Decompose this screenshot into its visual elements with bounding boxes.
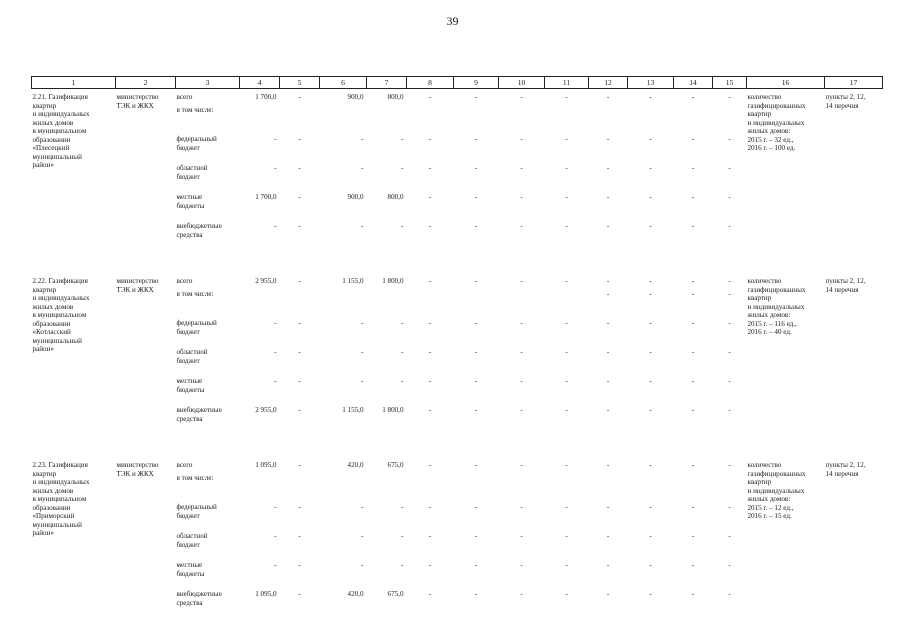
- value-cell: -: [565, 93, 568, 101]
- value-cell: -: [565, 135, 568, 143]
- value-cell: -: [606, 277, 610, 285]
- value-cell: -: [691, 348, 695, 356]
- funding-source-label: федеральный бюджет: [176, 319, 217, 336]
- value-cell: -: [520, 164, 523, 172]
- header-cell: 3: [176, 77, 240, 89]
- value-cell: -: [401, 319, 404, 327]
- value-cell: -: [649, 503, 652, 511]
- value-cell: [628, 474, 674, 503]
- value-cell: -: [565, 348, 568, 356]
- value-cell: -: [298, 377, 301, 385]
- value-cell: -: [520, 532, 523, 540]
- value-cell: -: [520, 561, 523, 569]
- value-cell: [320, 290, 367, 319]
- value-cell: [407, 106, 454, 135]
- target-indicator: количество газифицированных квартир и индивидуальных жилых домов: 2015 г. – 32 ед., 2016 г. – 100 ед.: [747, 93, 806, 152]
- value-cell: -: [606, 590, 610, 598]
- value-cell: -: [401, 348, 404, 356]
- target-indicator: количество газифицированных квартир и индивидуальных жилых домов: 2015 г. – 116 ед., 2016 г. – 40 ед.: [747, 277, 806, 336]
- value-cell: -: [401, 164, 404, 172]
- funding-source-label: местные бюджеты: [176, 561, 205, 578]
- value-cell: -: [649, 193, 652, 201]
- value-cell: -: [565, 377, 568, 385]
- value-cell: -: [606, 461, 610, 469]
- value-cell: -: [728, 561, 731, 569]
- value-cell: 2 955,0: [255, 406, 277, 414]
- table-body: [32, 89, 883, 620]
- funding-source-label: областной бюджет: [176, 164, 208, 181]
- value-cell: -: [691, 277, 695, 285]
- funding-source-label: всего: [176, 461, 193, 469]
- block-spacer: [32, 435, 883, 457]
- value-cell: -: [401, 135, 404, 143]
- funding-source-label: местные бюджеты: [176, 193, 205, 210]
- value-cell: -: [520, 222, 523, 230]
- value-cell: -: [649, 406, 652, 414]
- value-cell: -: [298, 590, 301, 598]
- value-cell: -: [649, 277, 652, 285]
- value-cell: -: [298, 348, 301, 356]
- value-cell: 675,0: [387, 461, 404, 469]
- funding-source-label: областной бюджет: [176, 348, 208, 365]
- value-cell: -: [606, 135, 610, 143]
- header-cell: 5: [280, 77, 320, 89]
- value-cell: [545, 106, 589, 135]
- target-indicator: количество газифицированных квартир и индивидуальных жилых домов: 2015 г. – 12 ед., 2016 г. – 15 ед.: [747, 461, 806, 520]
- value-cell: 2 955,0: [255, 277, 277, 285]
- value-cell: [320, 106, 367, 135]
- funding-source-label: местные бюджеты: [176, 377, 205, 394]
- value-cell: -: [274, 377, 277, 385]
- measure-title: 2.22. Газификация квартир и индивидуальных жилых домов в муниципальном образовании «Котласский муниципальный район»: [32, 277, 90, 353]
- value-cell: -: [361, 164, 364, 172]
- measure-title: 2.23. Газификация квартир и индивидуальных жилых домов в муниципальном образовании «Приморский муниципальный район»: [32, 461, 90, 537]
- value-cell: -: [606, 377, 610, 385]
- value-cell: -: [649, 164, 652, 172]
- value-cell: -: [428, 561, 432, 569]
- value-cell: -: [691, 290, 695, 298]
- value-cell: -: [298, 135, 301, 143]
- value-cell: [280, 290, 320, 319]
- value-cell: -: [565, 461, 568, 469]
- value-cell: -: [649, 377, 652, 385]
- value-cell: -: [649, 532, 652, 540]
- value-cell: -: [428, 590, 432, 598]
- value-cell: -: [691, 319, 695, 327]
- value-cell: -: [520, 193, 523, 201]
- funding-source-label: в том числе:: [176, 290, 214, 298]
- value-cell: [589, 474, 628, 503]
- value-cell: -: [474, 348, 478, 356]
- header-cell: 11: [545, 77, 589, 89]
- value-cell: 900,0: [347, 93, 364, 101]
- value-cell: -: [298, 461, 301, 469]
- value-cell: -: [649, 93, 652, 101]
- reference-note: пункты 2, 12, 14 перечня: [825, 277, 866, 294]
- value-cell: [407, 290, 454, 319]
- value-cell: [367, 106, 407, 135]
- value-cell: -: [274, 319, 277, 327]
- spacer-cell: [32, 435, 883, 457]
- header-cell: 15: [713, 77, 747, 89]
- program-table: [31, 76, 883, 619]
- value-cell: -: [428, 193, 432, 201]
- value-cell: -: [274, 503, 277, 511]
- value-cell: -: [298, 406, 301, 414]
- value-cell: -: [474, 590, 478, 598]
- value-cell: -: [649, 222, 652, 230]
- value-cell: -: [520, 377, 523, 385]
- value-cell: -: [361, 377, 364, 385]
- value-cell: 1 095,0: [255, 590, 277, 598]
- header-cell: 4: [240, 77, 280, 89]
- table-row: [32, 457, 883, 474]
- reference-note: пункты 2, 12, 14 перечня: [825, 461, 866, 478]
- value-cell: -: [428, 348, 432, 356]
- value-cell: -: [401, 561, 404, 569]
- value-cell: [240, 290, 280, 319]
- value-cell: -: [728, 348, 731, 356]
- value-cell: -: [728, 461, 731, 469]
- value-cell: 1 700,0: [255, 93, 277, 101]
- value-cell: -: [565, 319, 568, 327]
- header-cell: 12: [589, 77, 628, 89]
- value-cell: -: [565, 277, 568, 285]
- value-cell: -: [474, 164, 478, 172]
- value-cell: [674, 106, 713, 135]
- value-cell: -: [565, 193, 568, 201]
- value-cell: -: [520, 93, 523, 101]
- value-cell: -: [274, 561, 277, 569]
- value-cell: -: [428, 222, 432, 230]
- header-row: [32, 77, 883, 89]
- value-cell: -: [691, 406, 695, 414]
- value-cell: -: [691, 135, 695, 143]
- value-cell: -: [298, 532, 301, 540]
- value-cell: 1 800,0: [382, 277, 404, 285]
- value-cell: -: [298, 503, 301, 511]
- value-cell: [280, 474, 320, 503]
- value-cell: 675,0: [387, 590, 404, 598]
- header-cell: 13: [628, 77, 674, 89]
- value-cell: -: [691, 532, 695, 540]
- value-cell: [628, 106, 674, 135]
- value-cell: -: [691, 193, 695, 201]
- value-cell: -: [728, 135, 731, 143]
- value-cell: -: [728, 319, 731, 327]
- executor: министерство ТЭК и ЖКХ: [116, 277, 159, 294]
- funding-source-label: федеральный бюджет: [176, 503, 217, 520]
- value-cell: -: [691, 590, 695, 598]
- value-cell: -: [520, 406, 523, 414]
- header-cell: 16: [747, 77, 825, 89]
- value-cell: [280, 106, 320, 135]
- value-cell: -: [565, 561, 568, 569]
- funding-source-label: областной бюджет: [176, 532, 208, 549]
- value-cell: -: [728, 532, 731, 540]
- value-cell: -: [649, 290, 652, 298]
- value-cell: -: [361, 503, 364, 511]
- value-cell: -: [691, 461, 695, 469]
- value-cell: 800,0: [387, 93, 404, 101]
- funding-source-label: внебюджетные средства: [176, 406, 222, 423]
- value-cell: -: [649, 461, 652, 469]
- value-cell: [499, 290, 545, 319]
- value-cell: -: [691, 164, 695, 172]
- value-cell: -: [474, 135, 478, 143]
- value-cell: -: [728, 93, 731, 101]
- value-cell: -: [691, 503, 695, 511]
- value-cell: -: [428, 406, 432, 414]
- value-cell: -: [649, 348, 652, 356]
- header-cell: 10: [499, 77, 545, 89]
- value-cell: -: [728, 406, 731, 414]
- value-cell: -: [401, 222, 404, 230]
- value-cell: 420,0: [347, 590, 364, 598]
- executor: министерство ТЭК и ЖКХ: [116, 93, 159, 110]
- value-cell: -: [474, 222, 478, 230]
- value-cell: -: [728, 290, 731, 298]
- value-cell: -: [428, 277, 432, 285]
- value-cell: -: [565, 532, 568, 540]
- value-cell: 1 155,0: [342, 406, 364, 414]
- value-cell: -: [520, 135, 523, 143]
- header-cell: 6: [320, 77, 367, 89]
- value-cell: [454, 474, 499, 503]
- value-cell: -: [474, 532, 478, 540]
- header-cell: 9: [454, 77, 499, 89]
- value-cell: -: [361, 348, 364, 356]
- block-spacer: [32, 251, 883, 273]
- value-cell: -: [649, 590, 652, 598]
- value-cell: -: [606, 290, 610, 298]
- value-cell: -: [606, 503, 610, 511]
- table-row: [32, 89, 883, 107]
- value-cell: [713, 106, 747, 135]
- funding-source-label: всего: [176, 93, 193, 101]
- value-cell: -: [428, 319, 432, 327]
- value-cell: -: [728, 503, 731, 511]
- value-cell: -: [298, 277, 301, 285]
- value-cell: -: [474, 461, 478, 469]
- measure-title: 2.21. Газификация квартир и индивидуальных жилых домов в муниципальном образовании «Плесецкий муниципальный район»: [32, 93, 90, 169]
- value-cell: -: [274, 222, 277, 230]
- value-cell: -: [298, 193, 301, 201]
- value-cell: -: [649, 561, 652, 569]
- value-cell: -: [298, 561, 301, 569]
- value-cell: -: [361, 135, 364, 143]
- value-cell: 420,0: [347, 461, 364, 469]
- value-cell: -: [298, 222, 301, 230]
- page-number: 39: [446, 14, 459, 28]
- value-cell: -: [520, 319, 523, 327]
- value-cell: 1 700,0: [255, 193, 277, 201]
- header-cell: 2: [116, 77, 176, 89]
- value-cell: [454, 290, 499, 319]
- value-cell: -: [274, 164, 277, 172]
- value-cell: [320, 474, 367, 503]
- value-cell: -: [691, 561, 695, 569]
- value-cell: -: [298, 164, 301, 172]
- header-cell: 14: [674, 77, 713, 89]
- value-cell: -: [606, 93, 610, 101]
- value-cell: -: [565, 503, 568, 511]
- table-row: [32, 273, 883, 290]
- value-cell: -: [691, 93, 695, 101]
- value-cell: -: [298, 93, 301, 101]
- funding-source-label: федеральный бюджет: [176, 135, 217, 152]
- value-cell: -: [474, 277, 478, 285]
- value-cell: 1 155,0: [342, 277, 364, 285]
- value-cell: -: [606, 348, 610, 356]
- value-cell: -: [728, 277, 731, 285]
- funding-source-label: внебюджетные средства: [176, 590, 222, 607]
- value-cell: 1 800,0: [382, 406, 404, 414]
- value-cell: -: [649, 319, 652, 327]
- value-cell: [713, 474, 747, 503]
- value-cell: -: [606, 319, 610, 327]
- reference-note: пункты 2, 12, 14 перечня: [825, 93, 866, 110]
- value-cell: -: [428, 377, 432, 385]
- value-cell: -: [361, 222, 364, 230]
- value-cell: -: [428, 503, 432, 511]
- value-cell: -: [361, 532, 364, 540]
- spacer-cell: [32, 251, 883, 273]
- header-cell: 17: [825, 77, 883, 89]
- value-cell: [545, 290, 589, 319]
- value-cell: [499, 106, 545, 135]
- value-cell: -: [520, 590, 523, 598]
- value-cell: 800,0: [387, 193, 404, 201]
- value-cell: -: [401, 532, 404, 540]
- value-cell: -: [361, 561, 364, 569]
- value-cell: [367, 474, 407, 503]
- value-cell: -: [401, 377, 404, 385]
- value-cell: -: [274, 135, 277, 143]
- value-cell: -: [728, 222, 731, 230]
- value-cell: -: [520, 461, 523, 469]
- value-cell: -: [274, 532, 277, 540]
- value-cell: -: [401, 503, 404, 511]
- value-cell: -: [474, 319, 478, 327]
- value-cell: [499, 474, 545, 503]
- value-cell: 1 095,0: [255, 461, 277, 469]
- value-cell: 900,0: [347, 193, 364, 201]
- header-cell: 8: [407, 77, 454, 89]
- value-cell: -: [606, 222, 610, 230]
- value-cell: -: [606, 164, 610, 172]
- value-cell: -: [474, 377, 478, 385]
- value-cell: -: [428, 93, 432, 101]
- value-cell: -: [474, 561, 478, 569]
- value-cell: -: [728, 377, 731, 385]
- value-cell: -: [565, 590, 568, 598]
- value-cell: -: [565, 406, 568, 414]
- value-cell: [240, 106, 280, 135]
- value-cell: -: [520, 277, 523, 285]
- value-cell: -: [691, 222, 695, 230]
- value-cell: [545, 474, 589, 503]
- value-cell: -: [428, 461, 432, 469]
- value-cell: -: [520, 503, 523, 511]
- value-cell: -: [649, 135, 652, 143]
- value-cell: [589, 106, 628, 135]
- value-cell: [407, 474, 454, 503]
- header-cell: 7: [367, 77, 407, 89]
- header-cell: 1: [32, 77, 116, 89]
- value-cell: -: [728, 590, 731, 598]
- value-cell: -: [428, 532, 432, 540]
- value-cell: -: [274, 348, 277, 356]
- value-cell: [674, 474, 713, 503]
- value-cell: -: [691, 377, 695, 385]
- value-cell: -: [606, 193, 610, 201]
- funding-source-label: внебюджетные средства: [176, 222, 222, 239]
- value-cell: [454, 106, 499, 135]
- value-cell: -: [474, 193, 478, 201]
- value-cell: -: [361, 319, 364, 327]
- value-cell: [367, 290, 407, 319]
- value-cell: -: [474, 503, 478, 511]
- value-cell: -: [474, 406, 478, 414]
- value-cell: -: [606, 406, 610, 414]
- value-cell: -: [428, 164, 432, 172]
- value-cell: -: [606, 561, 610, 569]
- funding-source-label: в том числе:: [176, 106, 214, 114]
- value-cell: -: [565, 164, 568, 172]
- funding-source-label: всего: [176, 277, 193, 285]
- value-cell: -: [606, 532, 610, 540]
- value-cell: -: [298, 319, 301, 327]
- value-cell: -: [728, 193, 731, 201]
- value-cell: -: [428, 135, 432, 143]
- value-cell: -: [474, 93, 478, 101]
- value-cell: -: [520, 348, 523, 356]
- executor: министерство ТЭК и ЖКХ: [116, 461, 159, 478]
- value-cell: [240, 474, 280, 503]
- value-cell: -: [728, 164, 731, 172]
- funding-source-label: в том числе:: [176, 474, 214, 482]
- value-cell: -: [565, 222, 568, 230]
